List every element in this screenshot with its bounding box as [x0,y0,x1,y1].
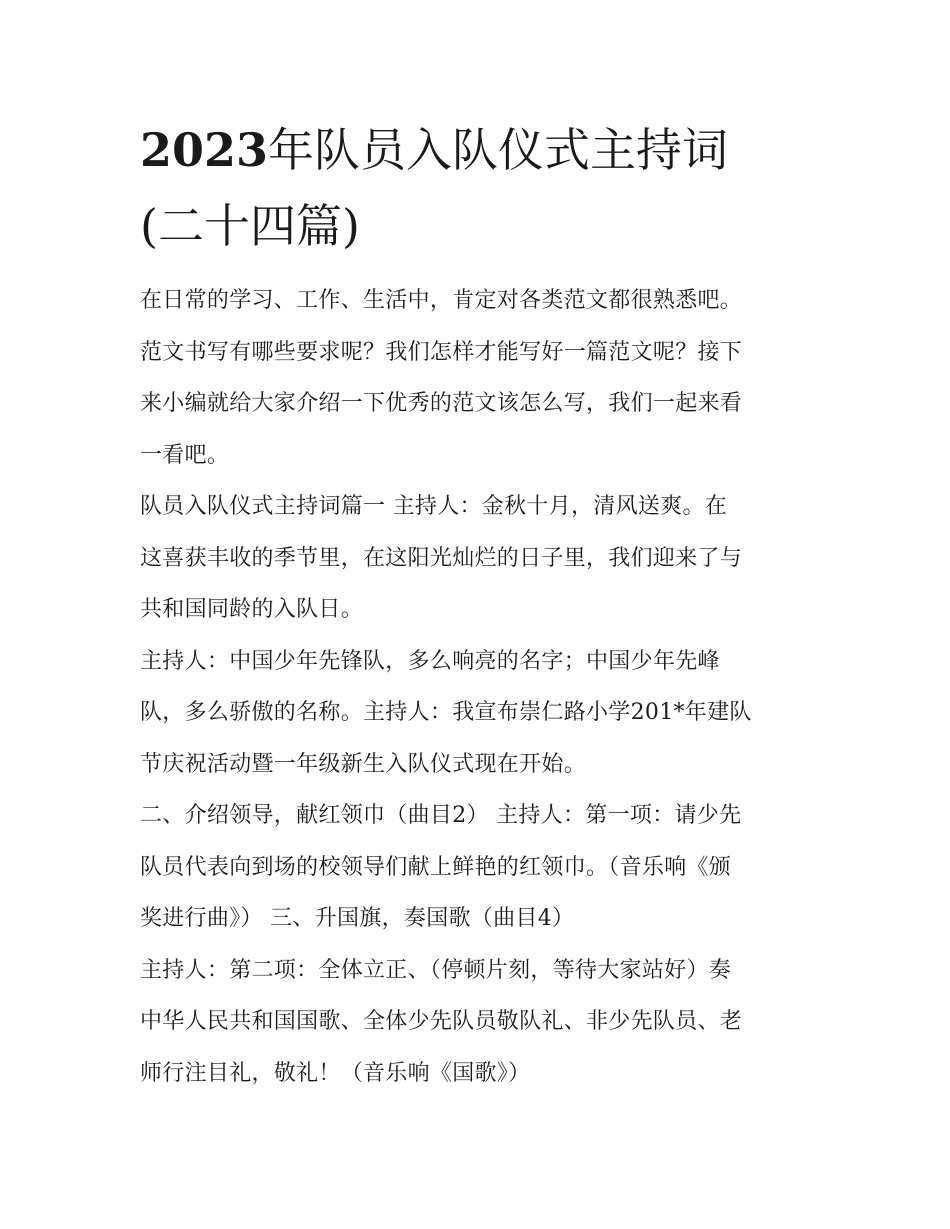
body-line: 中华人民共和国国歌、全体少先队员敬队礼、非少先队员、老 [140,1009,743,1034]
title-year: 2023 [140,123,269,177]
body-line: 队员入队仪式主持词篇一 主持人：金秋十月，清风送爽。在 [140,494,728,519]
body-line: 节庆祝活动暨一年级新生入队仪式现在开始。 [140,751,587,777]
body-line: 主持人：中国少年先锋队，多么响亮的名字；中国少年先峰 [140,648,720,674]
body-line: 主持人：第二项：全体立正、（停顿片刻，等待大家站好）奏 [140,957,732,983]
body-line: 在日常的学习、工作、生活中，肯定对各类范文都很熟悉吧。 [140,288,743,313]
body-line: 队员代表向到场的校领导们献上鲜艳的红领巾。（音乐响《颁 [140,854,732,880]
body-line: 奖进行曲》） 三、升国旗，奏国歌（曲目4） [140,906,575,931]
title-line-1 [140,112,820,188]
body-line: 二、介绍领导，献红领巾（曲目2） 主持人：第一项：请少先 [140,803,742,828]
document-title [140,112,820,264]
body-line: 队，多么骄傲的名称。主持人：我宣布崇仁路小学201*年建队 [140,700,752,725]
title-line-2: (二十四篇) [140,199,360,253]
body-line: 这喜获丰收的季节里，在这阳光灿烂的日子里，我们迎来了与 [140,545,743,571]
document-body [140,275,820,1099]
title-text: 年队员入队仪式主持词 [268,123,729,177]
body-line: 范文书写有哪些要求呢？我们怎样才能写好一篇范文呢？接下 [140,339,743,365]
body-line: 师行注目礼，敬礼！（音乐响《国歌》） [140,1060,531,1086]
body-line: 共和国同龄的入队日。 [140,597,364,622]
body-line: 一看吧。 [140,442,230,468]
body-line: 来小编就给大家介绍一下优秀的范文该怎么写，我们一起来看 [140,391,743,416]
